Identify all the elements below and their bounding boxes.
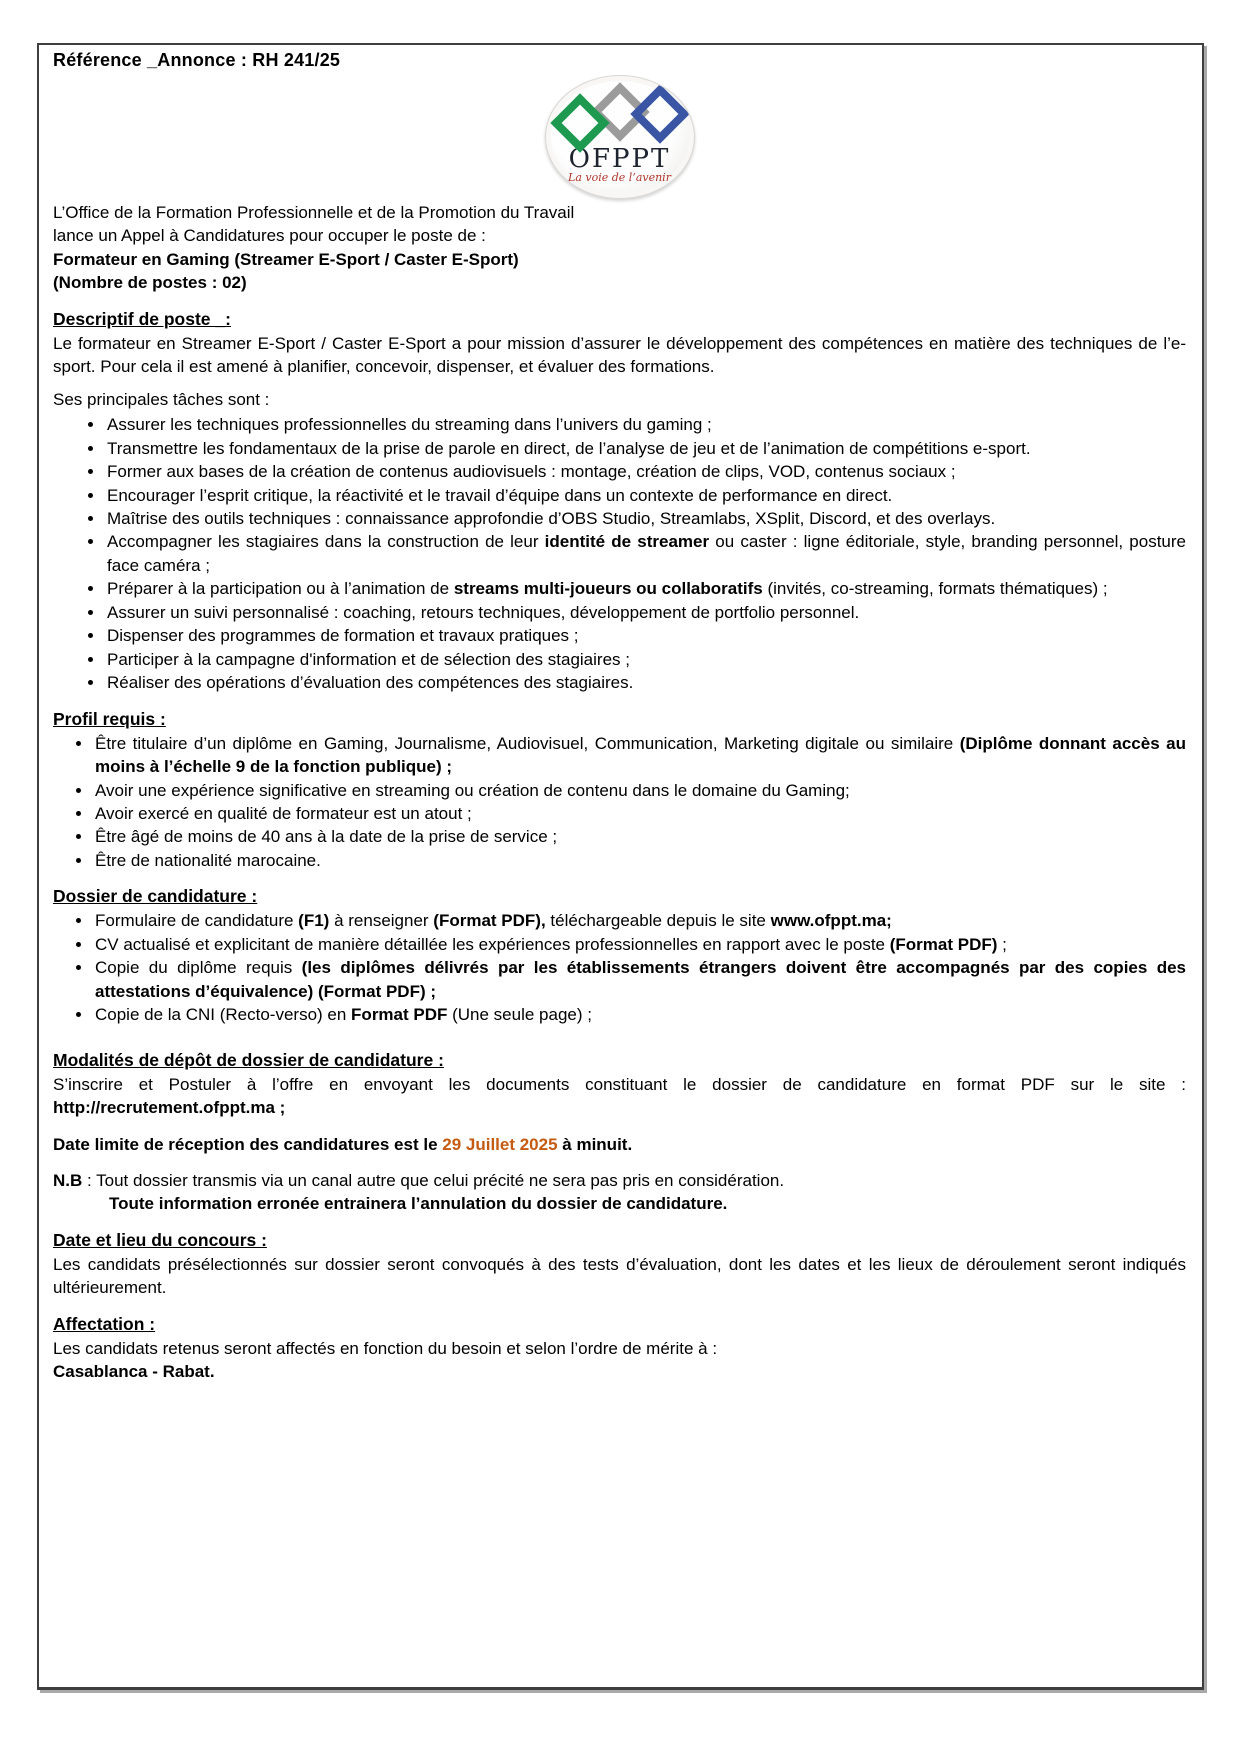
modalites-paragraph (53, 1073, 1186, 1120)
list-item (93, 933, 1186, 956)
reference-label: Référence _Annonce : RH 241/25 (53, 50, 341, 70)
tasks-intro: Ses principales tâches sont : (53, 389, 270, 409)
text-segment: Copie du diplôme requis (95, 958, 302, 978)
section-heading-dossier: Dossier de candidature : (53, 886, 258, 907)
text-segment: Encourager l’esprit critique, la réactivité et le travail d’équipe dans un contexte de performance en direct. (107, 485, 893, 505)
text-segment: Être de nationalité marocaine. (95, 850, 321, 870)
section-heading-affectation: Affectation : (53, 1313, 156, 1334)
text-segment: CV actualisé et explicitant de manière détaillée les expériences professionnelles en rapport avec le poste (95, 934, 890, 954)
text-segment: identité de streamer (544, 532, 710, 552)
affectation-line-2: Casablanca - Rabat. (53, 1362, 215, 1382)
text-segment: Maîtrise des outils techniques : connaissance approfondie d’OBS Studio, Streamlabs, XSplit, Discord, et des overlays. (107, 508, 996, 528)
text-segment: Accompagner les stagiaires dans la construction de leur (107, 532, 545, 552)
list-item (93, 849, 1186, 872)
text-segment: Assurer les techniques professionnelles du streaming dans l’univers du gaming ; (107, 415, 712, 435)
section-heading-descriptif: Descriptif de poste _: (53, 308, 231, 329)
text-segment: www.ofppt.ma; (770, 911, 892, 931)
text-segment: 29 Juillet 2025 (442, 1134, 558, 1154)
list-item (105, 577, 1186, 600)
list-item (93, 956, 1186, 1003)
list-item (105, 671, 1186, 694)
text-segment: Réaliser des opérations d’évaluation des compétences des stagiaires. (107, 673, 634, 693)
list-item (105, 530, 1186, 577)
text-segment: Préparer à la participation ou à l’animation de (107, 579, 454, 599)
list-item (105, 437, 1186, 460)
logo-diamond-blue-icon (630, 84, 689, 143)
list-item (105, 648, 1186, 671)
text-segment: à minuit. (557, 1134, 633, 1154)
list-item (93, 732, 1186, 779)
nb-line-1 (53, 1169, 1186, 1192)
text-segment: Former aux bases de la création de contenus audiovisuels : montage, création de clips, VOD, contenus sociaux ; (107, 462, 956, 482)
deadline-line (53, 1133, 1186, 1156)
list-item (93, 825, 1186, 848)
text-segment: Formulaire de candidature (95, 911, 299, 931)
text-segment: Avoir une expérience significative en streaming ou création de contenu dans le domaine du Gaming; (95, 780, 850, 800)
intro-line-1: L’Office de la Formation Professionnelle et de la Promotion du Travail (53, 203, 575, 222)
text-segment: Copie de la CNI (Recto-verso) en (95, 1005, 352, 1025)
text-segment: téléchargeable depuis le site (545, 911, 771, 931)
text-segment: (Format PDF), (433, 911, 546, 931)
text-segment: http://recrutement.ofppt.ma ; (53, 1098, 286, 1118)
text-segment: (F1) (298, 911, 330, 931)
text-segment: (Diplôme donnant accès au moins à l’échelle 9 de la fonction publique) ; (95, 733, 1186, 777)
text-segment: Participer à la campagne d'information et de sélection des stagiaires ; (107, 649, 630, 669)
text-segment: à renseigner (329, 911, 434, 931)
list-item (105, 507, 1186, 530)
text-segment: Dispenser des programmes de formation et travaux pratiques ; (107, 626, 579, 646)
dossier-list (53, 909, 1186, 1026)
section-heading-concours: Date et lieu du concours : (53, 1229, 267, 1250)
list-item (105, 413, 1186, 436)
ofppt-logo (53, 75, 1186, 201)
text-segment: Toute information erronée entrainera l’annulation du dossier de candidature. (109, 1194, 728, 1214)
list-item (93, 779, 1186, 802)
text-segment: (Format PDF) (889, 934, 998, 954)
text-segment: Date limite de réception des candidatures est le (53, 1134, 443, 1154)
job-title (53, 248, 1186, 295)
text-segment: Assurer un suivi personnalisé : coaching, retours techniques, développement de portfolio personnel. (107, 602, 860, 622)
list-item (93, 909, 1186, 932)
list-item (105, 460, 1186, 483)
text-segment: S’inscrire et Postuler à l’offre en envoyant les documents constituant le dossier de candidature en format PDF sur le site : (53, 1074, 1186, 1094)
affectation-line-1: Les candidats retenus seront affectés en fonction du besoin et selon l’ordre de mérite à : (53, 1338, 718, 1358)
logo-diamonds (557, 86, 683, 148)
profil-list (53, 732, 1186, 873)
list-item (105, 624, 1186, 647)
job-positions-count: (Nombre de postes : 02) (53, 273, 247, 293)
text-segment: (invités, co-streaming, formats thématiques) ; (762, 579, 1108, 599)
text-segment: Transmettre les fondamentaux de la prise de parole en direct, de l’analyse de jeu et de l’animation de compétitions e-sport. (107, 438, 1031, 458)
text-segment: ou caster : ligne éditoriale, style, branding personnel, posture face caméra ; (107, 532, 1187, 575)
text-segment: Être titulaire d’un diplôme en Gaming, Journalisme, Audiovisuel, Communication, Marketing digitale ou similaire (95, 733, 960, 753)
list-item (93, 1003, 1186, 1026)
text-segment: streams multi-joueurs ou collaboratifs (453, 579, 763, 599)
text-segment: : Tout dossier transmis via un canal autre que celui précité ne sera pas pris en considération. (82, 1170, 785, 1190)
descriptif-paragraph: Le formateur en Streamer E-Sport / Caster E-Sport a pour mission d’assurer le développement des compétences en matière des techniques de l’e-sport. Pour cela il est amené à planifier, concevoir, dispenser, et évaluer des formations. (53, 333, 1186, 377)
section-heading-modalites: Modalités de dépôt de dossier de candidature : (53, 1049, 444, 1070)
section-heading-profil: Profil requis : (53, 708, 166, 729)
text-segment: (les diplômes délivrés par les établissements étrangers doivent être accompagnés par des copies des attestations d’équivalence) (Format PDF) ; (95, 958, 1186, 1001)
list-item (93, 802, 1186, 825)
text-segment: Avoir exercé en qualité de formateur est un atout ; (95, 803, 472, 823)
ofppt-logo-badge (545, 75, 695, 199)
text-segment: (Une seule page) ; (447, 1005, 592, 1025)
text-segment: ; (997, 934, 1007, 954)
text-segment: Format PDF (351, 1005, 448, 1025)
tasks-list (53, 413, 1186, 694)
list-item (105, 601, 1186, 624)
text-segment: Être âgé de moins de 40 ans à la date de la prise de service ; (95, 827, 558, 847)
logo-tagline: La voie de l’avenir (568, 171, 671, 184)
job-title-line: Formateur en Gaming (Streamer E-Sport / Caster E-Sport) (53, 249, 519, 269)
text-segment: N.B (53, 1170, 83, 1190)
nb-line-2 (109, 1192, 1186, 1215)
list-item (105, 484, 1186, 507)
intro-line-2: lance un Appel à Candidatures pour occuper le poste de : (53, 226, 486, 246)
intro-text (53, 201, 1186, 248)
job-announcement-document (37, 43, 1204, 1690)
logo-wordmark: OFPPT (568, 144, 671, 174)
concours-paragraph: Les candidats présélectionnés sur dossier seront convoqués à des tests d’évaluation, dont les dates et les lieux de déroulement seront indiqués ultérieurement. (53, 1254, 1186, 1298)
